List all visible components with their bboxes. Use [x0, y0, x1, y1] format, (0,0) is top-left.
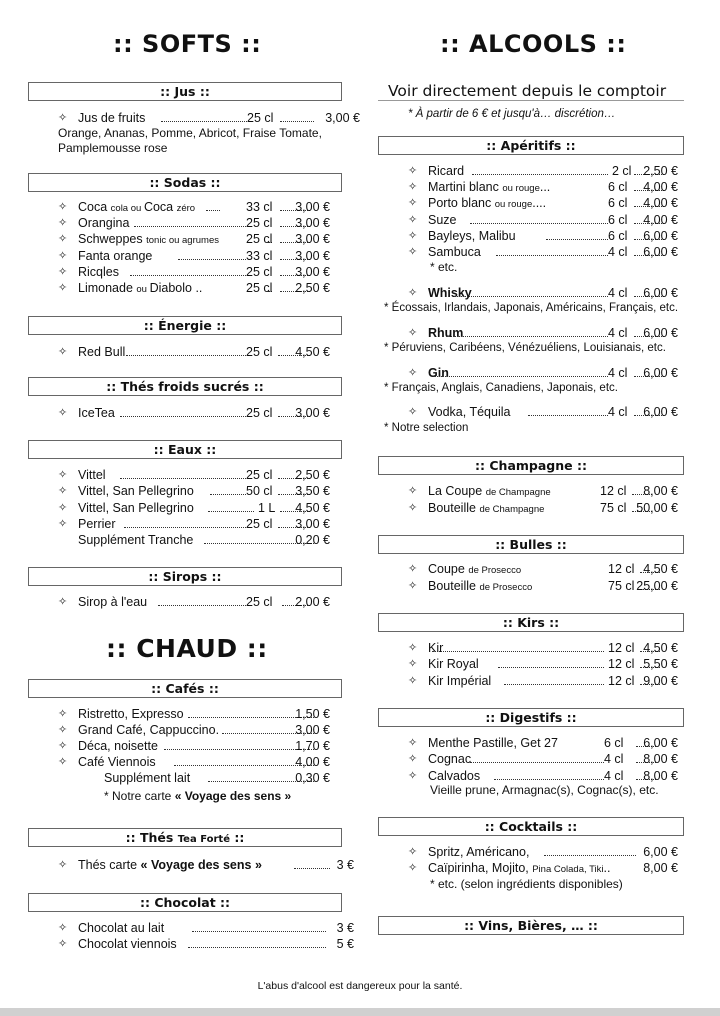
diamond-icon: ✧	[408, 181, 418, 194]
item-name: Bouteille de Champagne	[428, 500, 545, 515]
item-qty: 6 cl	[604, 736, 624, 750]
item-qty: 6 cl	[608, 212, 628, 227]
menu-item: ✧ Red Bull 25 cl 4,50 €	[58, 345, 330, 359]
item-price: 9,00 €	[643, 673, 678, 688]
section-energie: :: Énergie ::	[28, 316, 342, 335]
diamond-icon: ✧	[58, 112, 68, 124]
item-price: 6,00 €	[643, 286, 678, 300]
item-name: Kir Impérial	[428, 673, 492, 688]
diamond-icon: ✧	[58, 708, 68, 720]
menu-item	[408, 244, 678, 260]
item-price: 4,50 €	[643, 562, 678, 576]
section-jus: :: Jus ::	[28, 82, 342, 101]
item-name: Orangina	[78, 216, 130, 231]
item-name: Schweppes tonic ou agrumes	[78, 232, 219, 247]
item-price: 3,50 €	[295, 484, 330, 499]
item-qty: 33 cl	[246, 248, 273, 263]
menu-item	[408, 212, 678, 228]
diamond-icon: ✧	[58, 724, 68, 736]
menu-item: ✧ Thés carte « Voyage des sens » 3 €	[58, 858, 354, 872]
diamond-icon: ✧	[58, 938, 68, 950]
item-qty: 6 cl	[608, 228, 628, 243]
diamond-icon: ✧	[58, 265, 68, 278]
menu-item: Supplément lait 0,30 €	[104, 771, 330, 785]
item-name: Kir	[428, 641, 444, 655]
item-price: 1,50 €	[295, 707, 330, 721]
diamond-icon: ✧	[408, 658, 418, 671]
menu-item	[408, 768, 678, 784]
menu-item	[408, 860, 678, 876]
item-qty: 4 cl	[608, 366, 628, 380]
menu-item	[58, 920, 354, 936]
item-price: 6,00 €	[643, 366, 678, 380]
item-price: 8,00 €	[643, 752, 678, 767]
item-name: Ristretto, Expresso	[78, 707, 184, 721]
item-price: 6,00 €	[643, 845, 678, 859]
diamond-icon: ✧	[58, 485, 68, 498]
section-champagne: :: Champagne ::	[378, 456, 684, 475]
section-cafes: :: Cafés ::	[28, 679, 342, 698]
diamond-icon: ✧	[58, 922, 68, 934]
item-name: Sambuca	[428, 245, 481, 259]
chaud-title: :: CHAUD ::	[106, 634, 268, 663]
menu-item	[58, 706, 330, 722]
item-qty: 4 cl	[608, 245, 628, 259]
item-price: 2,50 €	[295, 281, 330, 295]
item-price: 4,50 €	[295, 500, 330, 515]
menu-item	[408, 640, 678, 656]
item-name: Cognac	[428, 752, 472, 767]
diamond-icon: ✧	[58, 233, 68, 246]
item-name: Fanta orange	[78, 248, 153, 263]
diamond-icon: ✧	[408, 737, 418, 749]
section-sirops: :: Sirops ::	[28, 567, 342, 586]
diamond-icon: ✧	[408, 287, 418, 299]
diamond-icon: ✧	[408, 485, 418, 497]
item-qty: 12 cl	[608, 673, 635, 688]
spirit-note: * Péruviens, Caribéens, Vénézuéliens, Louisianais, etc.	[384, 342, 666, 354]
diamond-icon: ✧	[408, 769, 418, 782]
diamond-icon: ✧	[58, 501, 68, 514]
diamond-icon: ✧	[408, 327, 418, 339]
item-price: 4,00 €	[643, 180, 678, 195]
diamond-icon: ✧	[408, 563, 418, 575]
menu-item	[408, 285, 678, 301]
comptoir-line: Voir directement depuis le comptoir	[388, 82, 667, 100]
item-qty: 75 cl	[608, 578, 635, 593]
section-thes: :: Thés Tea Forté ::	[28, 828, 342, 847]
item-name: Suze	[428, 212, 457, 227]
item-price: 3,00 €	[295, 216, 330, 231]
item-price: 3,00 €	[295, 200, 330, 214]
item-price: 6,00 €	[643, 405, 678, 419]
item-price: 50,00 €	[636, 500, 678, 515]
item-name: Martini blanc ou rouge...	[428, 180, 551, 195]
cafes-note: * Notre carte « Voyage des sens »	[104, 789, 292, 803]
item-name: Spritz, Américano,	[428, 845, 530, 859]
cocktails-note: * etc. (selon ingrédients disponibles)	[430, 877, 623, 891]
item-qty: 2 cl	[612, 164, 632, 178]
diamond-icon: ✧	[58, 740, 68, 752]
menu-item	[58, 280, 330, 296]
diamond-icon: ✧	[408, 753, 418, 766]
diamond-icon: ✧	[58, 596, 68, 608]
diamond-icon: ✧	[408, 862, 418, 874]
vodka-note: * Notre selection	[384, 422, 469, 434]
diamond-icon: ✧	[58, 407, 68, 419]
item-name: Ricqles	[78, 264, 119, 279]
item-price: 25,00 €	[636, 578, 678, 593]
diamond-icon: ✧	[58, 469, 68, 481]
diamond-icon: ✧	[408, 406, 418, 418]
item-name: Coupe de Prosecco	[428, 562, 522, 576]
item-qty: 4 cl	[604, 768, 624, 783]
item-qty: 12 cl	[600, 484, 627, 498]
item-price: 8,00 €	[643, 768, 678, 783]
item-qty: 25 cl	[246, 264, 273, 279]
diamond-icon: ✧	[58, 249, 68, 262]
menu-item	[408, 673, 678, 689]
menu-item	[58, 467, 330, 483]
menu-item	[408, 578, 678, 594]
diamond-icon: ✧	[408, 229, 418, 242]
item-price: 3,00 €	[295, 248, 330, 263]
spirit-note: * Français, Anglais, Canadiens, Japonais, etc.	[384, 382, 618, 394]
item-name: Ricard	[428, 164, 465, 178]
diamond-icon: ✧	[408, 165, 418, 177]
item-price: 6,00 €	[643, 245, 678, 259]
item-price: 4,00 €	[295, 755, 330, 769]
digestifs-note: Vieille prune, Armagnac(s), Cognac(s), etc.	[430, 783, 659, 797]
item-price: 6,00 €	[643, 326, 678, 340]
item-name: Caïpirinha, Mojito, Pina Colada, Tiki..	[428, 861, 611, 875]
item-name: Vodka, Téquila	[428, 405, 511, 419]
diamond-icon: ✧	[408, 846, 418, 858]
diamond-icon: ✧	[408, 501, 418, 514]
section-kirs: :: Kirs ::	[378, 613, 684, 632]
item-qty: 25 cl	[246, 232, 273, 247]
menu-item	[58, 483, 330, 499]
diamond-icon: ✧	[58, 346, 68, 358]
item-name: Porto blanc ou rouge....	[428, 196, 547, 211]
jus-desc: Orange, Ananas, Pomme, Abricot, Fraise Tomate,	[58, 126, 322, 140]
diamond-icon: ✧	[58, 217, 68, 230]
menu-item	[58, 516, 330, 532]
diamond-icon: ✧	[58, 859, 68, 871]
item-qty: 4 cl	[604, 752, 624, 767]
item-qty: 25 cl	[246, 468, 273, 482]
item-qty: 12 cl	[608, 657, 635, 672]
item-name: Whisky	[428, 286, 472, 300]
diamond-icon: ✧	[58, 517, 68, 530]
item-qty: 25 cl	[246, 516, 273, 531]
menu-item	[408, 179, 678, 195]
item-price: 4,00 €	[643, 196, 678, 211]
menu-item	[58, 936, 354, 952]
menu-item: ✧ IceTea 25 cl 3,00 €	[58, 406, 330, 420]
item-price: 3,00 €	[295, 723, 330, 737]
item-price: 2,50 €	[643, 164, 678, 178]
menu-item	[408, 656, 678, 672]
section-bulles: :: Bulles ::	[378, 535, 684, 554]
item-price: 3,00 €	[295, 232, 330, 247]
diamond-icon: ✧	[58, 756, 68, 768]
menu-item	[58, 231, 330, 247]
item-price: 1,70 €	[295, 739, 330, 753]
menu-item	[408, 751, 678, 767]
item-price: 6,00 €	[643, 228, 678, 243]
menu-item	[58, 248, 330, 264]
menu-item	[408, 163, 678, 179]
section-cocktails: :: Cocktails ::	[378, 817, 684, 836]
menu-item	[58, 722, 330, 738]
menu-item	[58, 754, 330, 770]
item-name: Vittel	[78, 468, 106, 482]
section-sodas: :: Sodas ::	[28, 173, 342, 192]
item-name: Kir Royal	[428, 657, 479, 672]
section-digestifs: :: Digestifs ::	[378, 708, 684, 727]
item-qty: 12 cl	[608, 641, 635, 655]
menu-item	[58, 199, 330, 215]
item-name: Déca, noisette	[78, 739, 158, 753]
item-price: 4,50 €	[643, 641, 678, 655]
diamond-icon: ✧	[58, 282, 68, 294]
item-name: Gin	[428, 366, 449, 380]
menu-item: ✧ Sirop à l'eau 25 cl 2,00 €	[58, 595, 330, 609]
item-price: 3,00 €	[295, 516, 330, 531]
section-aperitifs: :: Apéritifs ::	[378, 136, 684, 155]
item-price: 8,00 €	[643, 484, 678, 498]
menu-item	[58, 264, 330, 280]
diamond-icon: ✧	[408, 579, 418, 592]
item-name: Grand Café, Cappuccino.	[78, 723, 220, 737]
diamond-icon: ✧	[408, 642, 418, 654]
item-qty: 6 cl	[608, 196, 628, 211]
menu-item: Supplément Tranche 0,20 €	[78, 533, 330, 547]
item-qty: 50 cl	[246, 484, 273, 499]
alcools-title: :: ALCOOLS ::	[440, 30, 627, 58]
aperitifs-etc: * etc.	[430, 260, 458, 274]
comptoir-note: * À partir de 6 € et jusqu'à… discrétion…	[408, 108, 616, 120]
item-name: Café Viennois	[78, 755, 156, 769]
section-chocolat: :: Chocolat ::	[28, 893, 342, 912]
item-price: 3,00 €	[295, 264, 330, 279]
footer-warning: L'abus d'alcool est dangereux pour la santé.	[257, 980, 463, 992]
menu-item	[58, 500, 330, 516]
menu-item	[58, 738, 330, 754]
diamond-icon: ✧	[408, 246, 418, 258]
item-name: Vittel, San Pellegrino	[78, 500, 194, 515]
item-qty: 12 cl	[608, 562, 635, 576]
item-name: Calvados	[428, 768, 481, 783]
item-name: Coca cola ou Coca zéro	[78, 200, 196, 214]
item-name: Chocolat viennois	[78, 937, 177, 951]
item-name: Vittel, San Pellegrino	[78, 484, 194, 499]
diamond-icon: ✧	[408, 197, 418, 210]
menu-item	[408, 228, 678, 244]
item-price: 5,50 €	[643, 657, 678, 672]
menu-item	[408, 561, 678, 577]
item-name: Chocolat au lait	[78, 921, 165, 935]
item-name: Rhum	[428, 326, 464, 340]
bottom-bar	[0, 1008, 720, 1016]
spirit-note: * Écossais, Irlandais, Japonais, Américains, Français, etc.	[384, 302, 679, 314]
section-thes-froids: :: Thés froids sucrés ::	[28, 377, 342, 396]
menu-item	[408, 483, 678, 499]
item-qty: 4 cl	[608, 286, 628, 300]
section-vins: :: Vins, Bières, … ::	[378, 916, 684, 935]
menu-item	[408, 844, 678, 860]
diamond-icon: ✧	[408, 367, 418, 379]
menu-item: ✧ Jus de fruits 25 cl 3,00 €	[58, 111, 360, 125]
menu-item	[58, 215, 330, 231]
item-price: 6,00 €	[643, 736, 678, 750]
menu-item	[408, 365, 678, 381]
item-qty: 4 cl	[608, 326, 628, 340]
diamond-icon: ✧	[58, 201, 68, 213]
menu-item	[408, 500, 678, 516]
item-name: Menthe Pastille, Get 27	[428, 736, 558, 750]
item-qty: 33 cl	[246, 200, 273, 214]
item-price: 3 €	[336, 921, 354, 935]
item-name: La Coupe de Champagne	[428, 484, 551, 498]
item-price: 4,00 €	[643, 212, 678, 227]
menu-item	[408, 325, 678, 341]
menu-item	[408, 735, 678, 751]
diamond-icon: ✧	[408, 674, 418, 687]
item-qty: 75 cl	[600, 500, 627, 515]
softs-title: :: SOFTS ::	[113, 30, 262, 58]
item-qty: 6 cl	[608, 180, 628, 195]
diamond-icon: ✧	[408, 213, 418, 226]
menu-item	[408, 195, 678, 211]
item-price: 2,50 €	[295, 468, 330, 482]
item-price: 8,00 €	[643, 861, 678, 875]
item-qty: 1 L	[258, 500, 276, 515]
jus-desc: Pamplemousse rose	[58, 141, 168, 155]
item-name: Bayleys, Malibu	[428, 228, 516, 243]
item-name: Perrier	[78, 516, 116, 531]
item-qty: 25 cl	[246, 281, 273, 295]
item-qty: 25 cl	[246, 216, 273, 231]
item-qty: 4 cl	[608, 405, 628, 419]
section-eaux: :: Eaux ::	[28, 440, 342, 459]
menu-item	[408, 404, 678, 420]
item-price: 5 €	[336, 937, 354, 951]
item-name: Limonade ou Diabolo ..	[78, 281, 203, 295]
item-name: Bouteille de Prosecco	[428, 578, 533, 593]
